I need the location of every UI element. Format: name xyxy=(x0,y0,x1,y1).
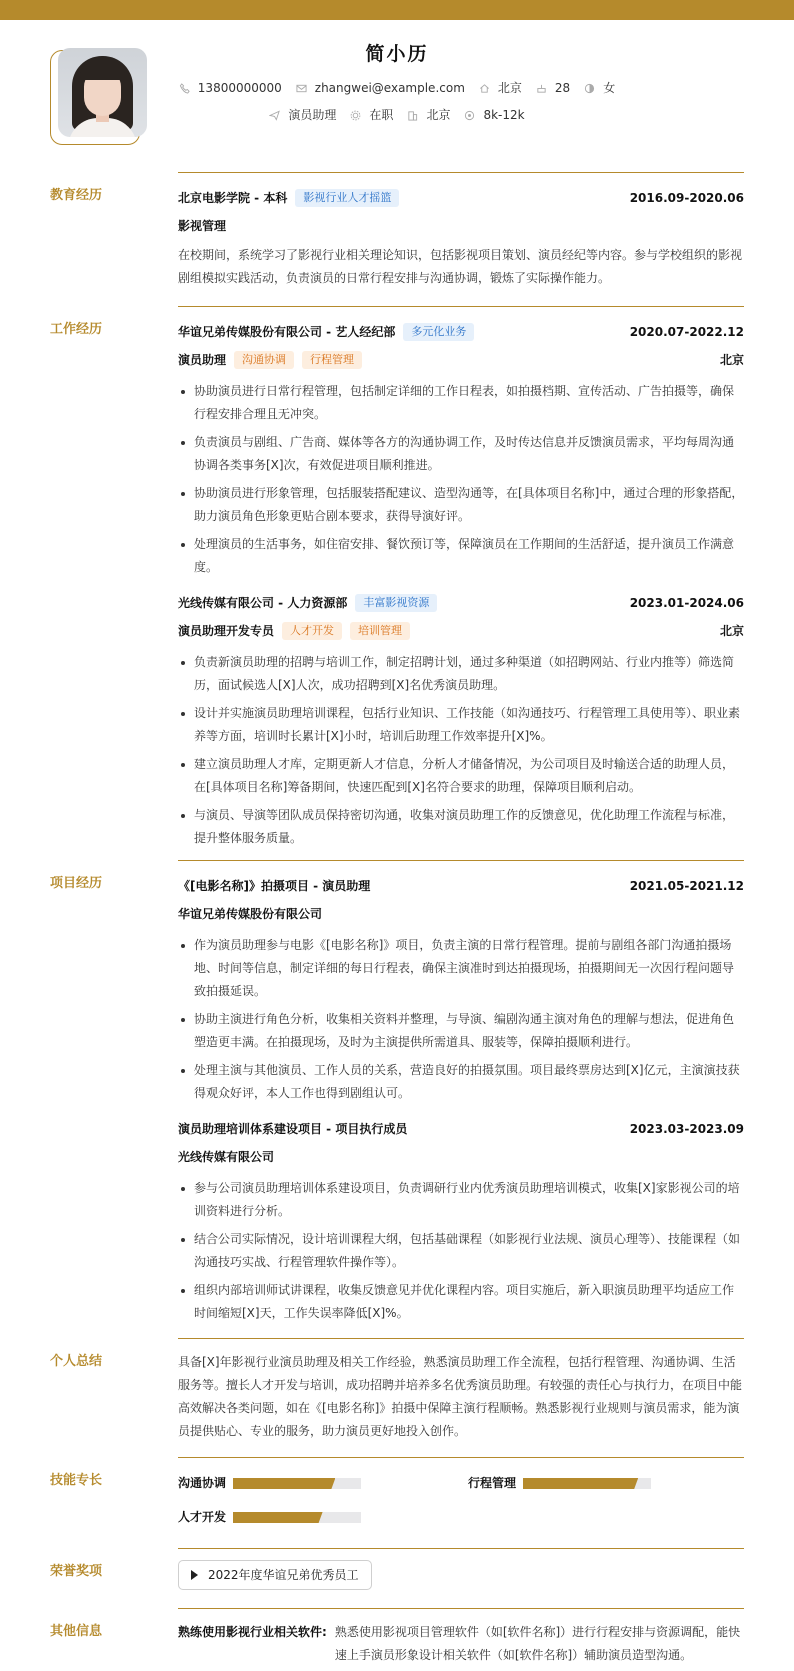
school-tag: 影视行业人才摇篮 xyxy=(295,189,399,207)
company-name: 华谊兄弟传媒股份有限公司 - 艺人经纪部 xyxy=(178,324,396,339)
job-entry xyxy=(178,318,744,579)
education-description: 在校期间，系统学习了影视行业相关理论知识，包括影视项目策划、演员经纪等内容。参与学校组织的影视剧组模拟实践活动，负责演员的日常行程安排与沟通协调，锻炼了实际操作能力。 xyxy=(178,248,743,285)
send-icon xyxy=(269,110,280,121)
section-title: 工作经历 xyxy=(50,322,103,337)
company-tag: 多元化业务 xyxy=(403,323,474,341)
gender-item xyxy=(584,78,615,99)
section-divider xyxy=(178,860,744,861)
list-item: 协助演员进行形象管理，包括服装搭配建议、造型沟通等，在[具体项目名称]中，通过合理的形象搭配，助力演员角色形象更贴合剧本要求，获得导演好评。 xyxy=(178,482,744,528)
play-icon xyxy=(191,1570,198,1580)
section-title: 荣誉奖项 xyxy=(50,1564,103,1579)
section-title: 教育经历 xyxy=(50,188,103,203)
project-header xyxy=(178,872,744,900)
major-name: 影视管理 xyxy=(178,218,227,233)
job-location: 北京 xyxy=(719,352,744,367)
status-item xyxy=(350,105,393,126)
role-tag: 行程管理 xyxy=(302,351,362,369)
section-divider xyxy=(178,306,744,307)
candidate-name: 简小历 xyxy=(365,43,429,65)
email-item xyxy=(296,78,465,99)
education-header xyxy=(178,184,744,212)
section-divider xyxy=(178,1608,744,1609)
role-tag: 沟通协调 xyxy=(234,351,294,369)
contact-row xyxy=(0,78,794,99)
target-job-text: 演员助理 xyxy=(288,108,337,122)
job-bullets xyxy=(178,651,744,850)
work-content xyxy=(178,318,744,855)
school-name: 北京电影学院 - 本科 xyxy=(178,190,288,205)
skills-section xyxy=(0,1457,794,1524)
target-city-text: 北京 xyxy=(426,108,451,122)
section-divider xyxy=(178,172,744,173)
project-org-row xyxy=(178,900,744,928)
other-value: 熟悉使用影视项目管理软件（如[软件名称]）进行行程安排与资源调配，能快速上手演员形象设计相关软件（如[软件名称]）辅助演员造型沟通。 xyxy=(334,1625,741,1662)
skill-bar xyxy=(523,1478,651,1489)
city-item xyxy=(479,78,522,99)
skill-item xyxy=(178,1507,361,1528)
other-content xyxy=(178,1621,744,1667)
section-title: 其他信息 xyxy=(50,1624,103,1639)
job-location: 北京 xyxy=(719,623,744,638)
job-entry xyxy=(178,589,744,850)
phone-icon xyxy=(179,83,190,94)
role-row xyxy=(178,346,744,374)
job-date: 2020.07-2022.12 xyxy=(629,324,744,339)
major-row xyxy=(178,212,744,240)
section-divider xyxy=(178,1338,744,1339)
email-text: zhangwei@example.com xyxy=(314,81,465,95)
gear-icon xyxy=(350,110,361,121)
skill-bar xyxy=(233,1478,361,1489)
other-key: 熟练使用影视行业相关软件: xyxy=(178,1625,327,1639)
project-name: 演员助理培训体系建设项目 - 项目执行成员 xyxy=(178,1121,408,1136)
award-name: 2022年度华谊兄弟优秀员工 xyxy=(208,1567,359,1582)
list-item: 设计并实施演员助理培训课程，包括行业知识、工作技能（如沟通技巧、行程管理工具使用等）、职业素养等方面，培训时长累计[X]小时，培训后助理工作效率提升[X]%。 xyxy=(178,702,744,748)
skill-name: 沟通协调 xyxy=(178,1476,227,1490)
job-bullets xyxy=(178,380,744,579)
skills-content xyxy=(178,1469,744,1529)
gender-icon xyxy=(584,83,595,94)
target-city-item xyxy=(407,105,450,126)
company-name: 光线传媒有限公司 - 人力资源部 xyxy=(178,595,348,610)
skill-item xyxy=(468,1473,651,1494)
gender-text: 女 xyxy=(603,81,616,95)
list-item: 负责演员与剧组、广告商、媒体等各方的沟通协调工作，及时传达信息并反馈演员需求，平均每周沟通协调各类事务[X]次，有效促进项目顺利推进。 xyxy=(178,431,744,477)
job-header xyxy=(178,589,744,617)
project-name: 《[电影名称]》拍摄项目 - 演员助理 xyxy=(178,878,371,893)
skill-bar-fill xyxy=(233,1512,323,1523)
list-item: 负责新演员助理的招聘与培训工作，制定招聘计划，通过多种渠道（如招聘网站、行业内推等）筛选简历，面试候选人[X]人次，成功招聘到[X]名优秀演员助理。 xyxy=(178,651,744,697)
salary-item xyxy=(464,105,524,126)
city-text: 北京 xyxy=(497,81,522,95)
summary-text: 具备[X]年影视行业演员助理及相关工作经验，熟悉演员助理工作全流程，包括行程管理、沟通协调、生活服务等。擅长人才开发与培训，成功招聘并培养多名优秀演员助理。有较强的责任心与执行力，在项目中能高效解决各类问题，如在《[电影名称]》拍摄中保障主演行程顺畅。熟悉影视行业规则与演员需求，能为演员提供贴心、专业的服务，助力演员更好地投入创作。 xyxy=(178,1355,743,1438)
project-bullets xyxy=(178,934,744,1105)
skill-item xyxy=(178,1473,361,1494)
section-title: 项目经历 xyxy=(50,876,103,891)
skill-name: 行程管理 xyxy=(468,1476,517,1490)
project-date: 2023.03-2023.09 xyxy=(629,1121,744,1136)
skill-bar-fill xyxy=(523,1478,638,1489)
job-header xyxy=(178,318,744,346)
company-tag: 丰富影视资源 xyxy=(355,594,437,612)
skill-bar xyxy=(233,1512,361,1523)
award-item[interactable] xyxy=(178,1560,372,1590)
section-title: 技能专长 xyxy=(50,1473,103,1488)
section-title: 个人总结 xyxy=(50,1354,103,1369)
intention-row xyxy=(0,105,794,126)
project-header xyxy=(178,1115,744,1143)
status-text: 在职 xyxy=(369,108,394,122)
job-role: 演员助理 xyxy=(178,352,227,367)
resume-header xyxy=(0,20,794,170)
phone-text: 13800000000 xyxy=(197,81,282,95)
project-org-row xyxy=(178,1143,744,1171)
section-divider xyxy=(178,1457,744,1458)
list-item: 处理主演与其他演员、工作人员的关系，营造良好的拍摄氛围。项目最终票房达到[X]亿元，主演演技获得观众好评，本人工作也得到剧组认可。 xyxy=(178,1059,744,1105)
list-item: 作为演员助理参与电影《[电影名称]》项目，负责主演的日常行程管理。提前与剧组各部门沟通拍摄场地、时间等信息，制定详细的每日行程表，确保主演准时到达拍摄现场，拍摄期间无一次因行程问题导致拍摄延误。 xyxy=(178,934,744,1003)
target-job-item xyxy=(269,105,336,126)
top-accent-bar xyxy=(0,0,794,20)
list-item: 协助演员进行日常行程管理，包括制定详细的工作日程表，如拍摄档期、宣传活动、广告拍摄等，确保行程安排合理且无冲突。 xyxy=(178,380,744,426)
job-date: 2023.01-2024.06 xyxy=(629,595,744,610)
project-entry xyxy=(178,872,744,1105)
project-bullets xyxy=(178,1177,744,1325)
project-date: 2021.05-2021.12 xyxy=(629,878,744,893)
role-tag: 人才开发 xyxy=(282,622,342,640)
project-entry xyxy=(178,1115,744,1325)
education-date: 2016.09-2020.06 xyxy=(629,190,744,205)
skill-name: 人才开发 xyxy=(178,1510,227,1524)
building-icon xyxy=(407,110,418,121)
salary-text: 8k-12k xyxy=(483,108,525,122)
job-role: 演员助理开发专员 xyxy=(178,623,275,638)
project-org: 华谊兄弟传媒股份有限公司 xyxy=(178,906,323,921)
list-item: 结合公司实际情况，设计培训课程大纲，包括基础课程（如影视行业法规、演员心理等）、技能课程（如沟通技巧实战、行程管理软件操作等）。 xyxy=(178,1228,744,1274)
age-item xyxy=(536,78,570,99)
projects-content xyxy=(178,872,744,1330)
education-content xyxy=(178,184,744,290)
section-divider xyxy=(178,1548,744,1549)
mail-icon xyxy=(296,83,307,94)
skill-bar-fill xyxy=(233,1478,335,1489)
awards-content xyxy=(178,1560,744,1590)
project-org: 光线传媒有限公司 xyxy=(178,1149,275,1164)
list-item: 组织内部培训师试讲课程，收集反馈意见并优化课程内容。项目实施后，新入职演员助理平均适应工作时间缩短[X]天，工作失误率降低[X]%。 xyxy=(178,1279,744,1325)
list-item: 建立演员助理人才库，定期更新人才信息，分析人才储备情况，为公司项目及时输送合适的助理人员，在[具体项目名称]筹备期间，快速匹配到[X]名符合要求的助理，保障项目顺利启动。 xyxy=(178,753,744,799)
age-text: 28 xyxy=(554,81,571,95)
role-row xyxy=(178,617,744,645)
role-tag: 培训管理 xyxy=(350,622,410,640)
home-icon xyxy=(479,83,490,94)
list-item: 协助主演进行角色分析，收集相关资料并整理，与导演、编剧沟通主演对角色的理解与想法，促进角色塑造更丰满。在拍摄现场，及时为主演提供所需道具、服装等，保障拍摄顺利进行。 xyxy=(178,1008,744,1054)
list-item: 与演员、导演等团队成员保持密切沟通，收集对演员助理工作的反馈意见，优化助理工作流程与标准，提升整体服务质量。 xyxy=(178,804,744,850)
coin-icon xyxy=(464,110,475,121)
list-item: 处理演员的生活事务，如住宿安排、餐饮预订等，保障演员在工作期间的生活舒适，提升演员工作满意度。 xyxy=(178,533,744,579)
list-item: 参与公司演员助理培训体系建设项目，负责调研行业内优秀演员助理培训模式，收集[X]家影视公司的培训资料进行分析。 xyxy=(178,1177,744,1223)
phone-item xyxy=(179,78,282,99)
cake-icon xyxy=(536,83,547,94)
